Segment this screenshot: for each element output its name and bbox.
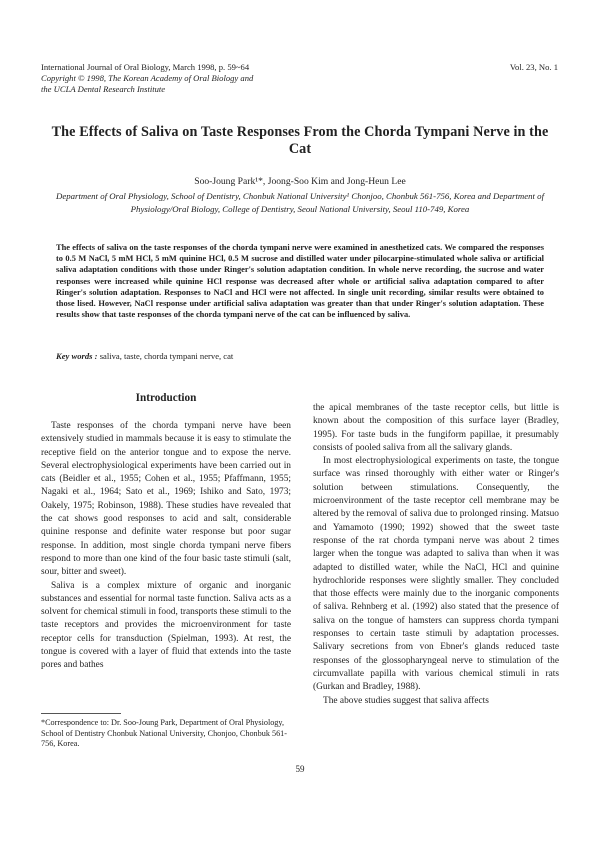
journal-line-2: Copyright © 1998, The Korean Academy of Oral Biology and (41, 73, 254, 83)
keywords-label: Key words : (56, 351, 98, 361)
page-number: 59 (295, 764, 305, 774)
left-column (41, 420, 291, 673)
affiliation: Department of Oral Physiology, School of Dentistry, Chonbuk National University¹ Chonjoo, Chonbuk 561-756, Korea and Department of Physiology/Oral Biology, College of Dentistry, Seoul National University, Seoul 110-749, Korea (55, 191, 545, 214)
right-paragraph-1: the apical membranes of the taste receptor cells, but little is known about the composition of this surface layer (Bradley, 1995). For taste buds in the fungiform papillae, it presumably consists of pooled saliva from all the salivary glands. (313, 403, 559, 453)
journal-line-3: the UCLA Dental Research Institute (41, 84, 166, 94)
left-paragraph-2: Saliva is a complex mixture of organic and inorganic substances and essential for normal taste function. Saliva acts as a solvent for chemical stimuli in food, transports these stimuli to the taste receptors and provides the microenvironment for taste receptor cells for transduction (Spielman, 1993). At rest, the tongue is covered with a layer of fluid that extends into the taste pores and bathes (41, 580, 291, 671)
right-column (313, 402, 559, 708)
journal-citation (41, 62, 253, 95)
right-paragraph-3: The above studies suggest that saliva affects (323, 695, 489, 706)
volume-issue: Vol. 23, No. 1 (509, 62, 558, 72)
keywords (56, 351, 544, 361)
left-paragraph-1: Taste responses of the chorda tympani nerve have been extensively studied in mammals because it is easy to stimulate the receptive field on the anterior tongue and to expose the nerve. Several electrophysiological experiments have been carried out in cats (Beidler et al., 1955; Cohen et al., 1955; Pfaffmann, 1955; Nagaki et al., 1964; Sato et al., 1969; Ishiko and Sato, 1973; Oakely, 1975; Robinson, 1988). These studies have revealed that the cat shows good responses to acid and salt, considerable quinine response and definite water response but poor sugar response. In addition, most single chorda tympani nerve fibers respond to more than one kind of the four basic taste stimuli (salt, sour, bitter and sweet). (41, 421, 291, 578)
author-list: Soo-Joung Park¹*, Joong-Soo Kim and Jong-Heun Lee (194, 176, 406, 187)
journal-line-1: International Journal of Oral Biology, March 1998, p. 59~64 (41, 62, 250, 72)
right-paragraph-2: In most electrophysiological experiments on taste, the tongue surface was rinsed thoroughly with either water or Ringer's solution between stimulations. Consequently, the microenvironment of the taste receptor cell membrane may be altered by the removal of saliva due to prolonged rinsing. Matsuo and Yamamoto (1990; 1992) showed that the sweet taste response of the rat chorda tympani nerve was about 2 times larger when the tongue was adapted to saliva than when it was adapted to distilled water, while the NaCl, HCl and quinine hydrochloride responses were slightly smaller. They concluded that those effects were mainly due to the inorganic components of saliva. Rehnberg et al. (1992) also stated that the presence of saliva on the tongue of hamsters can suppress chorda tympani responses to certain taste stimuli by adaptation processes. Salivary secretions from von Ebner's glands reduced taste responses of the glossopharyngeal nerve to stimulation of the circumvallate papilla with various chemical stimuli in rats (Gurkan and Bradley, 1988). (313, 456, 559, 693)
correspondence-footnote: *Correspondence to: Dr. Soo-Joung Park, Department of Oral Physiology, School of Dentistry Chonbuk National University, Chonjoo, Chonbuk 561-756, Korea. (41, 718, 287, 748)
paper-title: The Effects of Saliva on Taste Responses From the Chorda Tympani Nerve in the Cat (51, 124, 549, 157)
keywords-text: saliva, taste, chorda tympani nerve, cat (97, 351, 234, 361)
abstract: The effects of saliva on the taste responses of the chorda tympani nerve were examined in anesthetized cats. We compared the responses to 0.5 M NaCl, 5 mM HCl, 5 mM quinine HCl, 0.5 M sucrose and distilled water under pilocarpine-stimulated whole saliva or artificial saliva adaptation conditions with those under Ringer's solution adaptation condition. In whole nerve recording, the sucrose and water responses were increased while quinine HCl response was decreased after whole or artificial saliva adaptation compared to after Ringer's solution adaptation. Responses to NaCl and HCl were not affected. In single unit recording, similar results were obtained to those lised. However, NaCl response under artificial saliva adaptation was greater than that under Ringer's solution adaptation. These results show that taste responses of the chorda tympani nerve of the cat can be influenced by saliva. (56, 243, 544, 320)
footnote-rule (41, 713, 121, 714)
section-heading-introduction: Introduction (135, 392, 197, 404)
